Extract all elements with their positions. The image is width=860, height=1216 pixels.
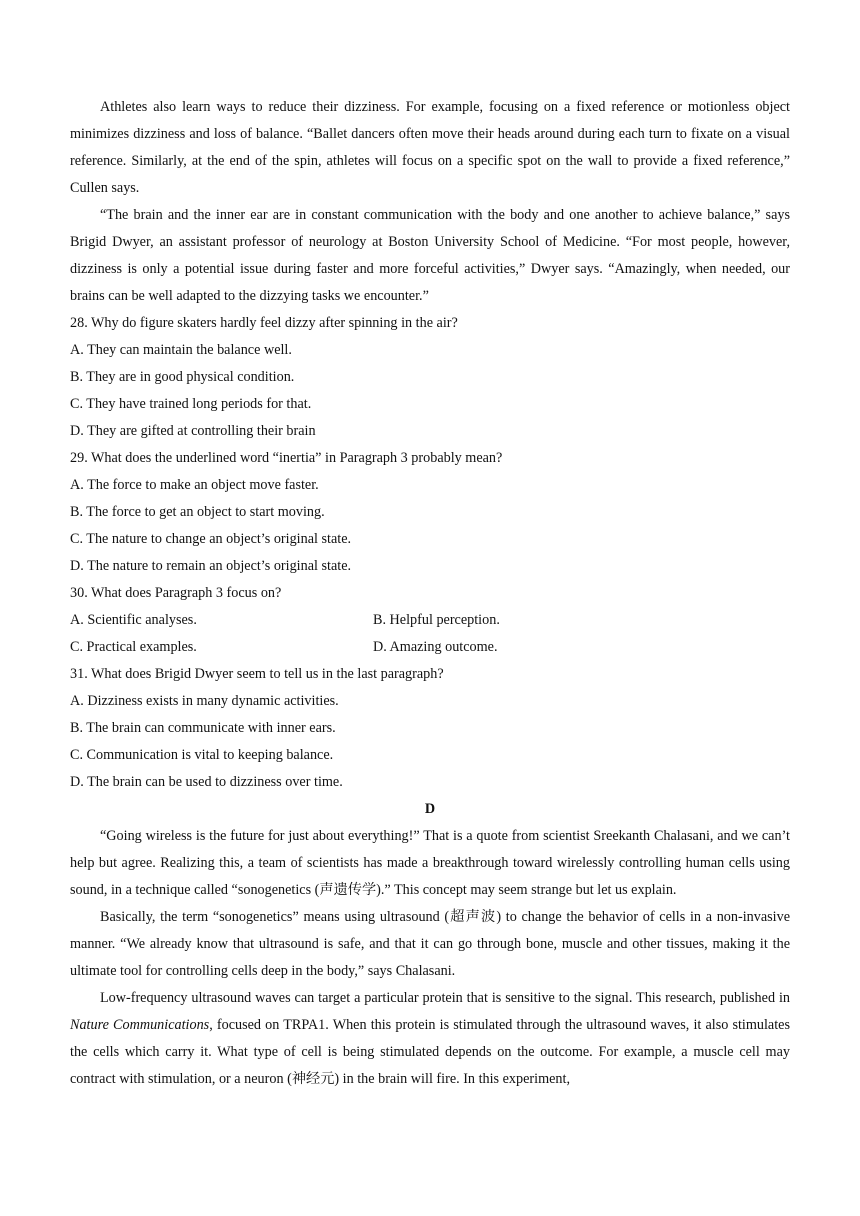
q29-option-a: A. The force to make an object move faster.	[70, 477, 319, 493]
q31-option-b: B. The brain can communicate with inner ears.	[70, 720, 336, 736]
q30-options-row-1	[70, 607, 790, 634]
question-29: 29. What does the underlined word “inertia” in Paragraph 3 probably mean?	[70, 450, 503, 466]
q31-option-a: A. Dizziness exists in many dynamic activities.	[70, 693, 339, 709]
paragraph-athletes: Athletes also learn ways to reduce their dizziness. For example, focusing on a fixed reference or motionless object minimizes dizziness and loss of balance. “Ballet dancers often move their heads around during each turn to fixate on a visual reference. Similarly, at the end of the spin, athletes will focus on a specific spot on the wall to provide a fixed reference,” Cullen says.	[70, 99, 790, 196]
q31-option-c: C. Communication is vital to keeping balance.	[70, 747, 334, 763]
q29-option-c: C. The nature to change an object’s original state.	[70, 531, 352, 547]
q29-option-d: D. The nature to remain an object’s original state.	[70, 558, 352, 574]
question-28: 28. Why do figure skaters hardly feel dizzy after spinning in the air?	[70, 315, 458, 331]
question-30: 30. What does Paragraph 3 focus on?	[70, 585, 282, 601]
q30-option-a: A. Scientific analyses.	[70, 612, 197, 628]
q30-options-row-2	[70, 634, 790, 661]
q30-option-c: C. Practical examples.	[70, 639, 197, 655]
section-heading-d: D	[424, 801, 436, 817]
p3-text-end: , focused on TRPA1. When this protein is stimulated through the ultrasound waves, it also stimulates the cells which carry it. What type of cell is being stimulated depends on the outcome. For example, a muscle cell may contract with stimulation, or a neuron (神经元) in the brain will fire. In this experiment,	[70, 1017, 790, 1087]
paragraph-sonogenetics: Basically, the term “sonogenetics” means using ultrasound (超声波) to change the behavior of cells in a non-invasive manner. “We already know that ultrasound is safe, and that it can go through bone, muscle and other tissues, making it the ultimate tool for controlling cells deep in the body,” says Chalasani.	[70, 909, 790, 979]
q28-option-a: A. They can maintain the balance well.	[70, 342, 292, 358]
question-31: 31. What does Brigid Dwyer seem to tell us in the last paragraph?	[70, 666, 444, 682]
journal-name: Nature Communications	[70, 1017, 210, 1033]
paragraph-brain-inner-ear: “The brain and the inner ear are in constant communication with the body and one another to achieve balance,” says Brigid Dwyer, an assistant professor of neurology at Boston University School of Medicine. “For most people, however, dizziness is only a potential issue during faster and more forceful activities,” Dwyer says. “Amazingly, when needed, our brains can be well adapted to the dizzying tasks we encounter.”	[70, 207, 790, 304]
q28-option-b: B. They are in good physical condition.	[70, 369, 295, 385]
q31-option-d: D. The brain can be used to dizziness over time.	[70, 774, 343, 790]
q30-option-d: D. Amazing outcome.	[373, 639, 498, 655]
paragraph-low-frequency	[70, 985, 790, 1093]
paragraph-going-wireless: “Going wireless is the future for just about everything!” That is a quote from scientist Sreekanth Chalasani, and we can’t help but agree. Realizing this, a team of scientists has made a breakthrough toward wirelessly controlling human cells using sound, in a technique called “sonogenetics (声遗传学).” This concept may seem strange but let us explain.	[70, 828, 790, 898]
p3-text-start: Low-frequency ultrasound waves can target a particular protein that is sensitive to the signal. This research, published in	[100, 990, 790, 1006]
q28-option-d: D. They are gifted at controlling their brain	[70, 423, 316, 439]
q30-option-b: B. Helpful perception.	[373, 612, 500, 628]
q28-option-c: C. They have trained long periods for that.	[70, 396, 312, 412]
q29-option-b: B. The force to get an object to start moving.	[70, 504, 325, 520]
document-page	[70, 94, 790, 1093]
